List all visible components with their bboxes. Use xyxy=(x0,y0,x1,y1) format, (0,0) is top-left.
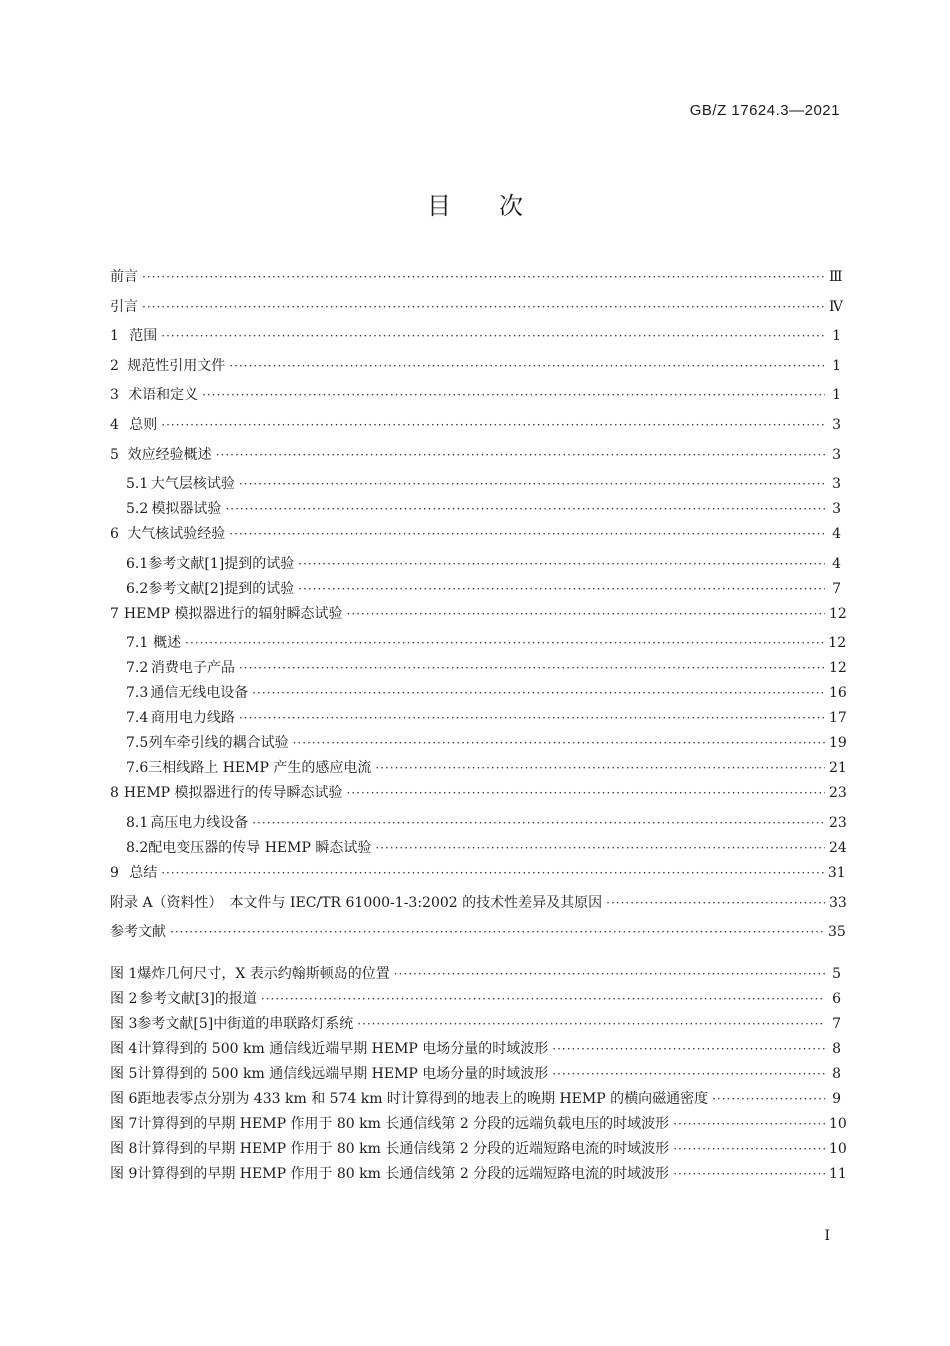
toc-entry-label: 前言 xyxy=(110,269,138,285)
toc-entry-page: 31 xyxy=(827,864,846,881)
toc-entry-page: 16 xyxy=(829,685,847,702)
toc-entry-label: 总则 xyxy=(129,416,158,433)
toc-entry[interactable] xyxy=(110,296,841,326)
toc-entry-label: 引言 xyxy=(110,298,138,315)
toc-leader-dots xyxy=(712,1092,825,1106)
toc-entry-page: 7 xyxy=(832,1015,841,1032)
toc-entry-label: 模拟器试验 xyxy=(151,501,222,518)
table-of-contents xyxy=(110,266,847,1188)
toc-entry-number: 8 xyxy=(110,785,119,802)
toc-entry-number: 6 xyxy=(110,526,119,543)
toc-leader-dots xyxy=(375,841,825,855)
toc-entry-number: 5.1 xyxy=(126,476,149,493)
toc-entry-page: 12 xyxy=(829,605,847,622)
toc-entry-label: 大气层核试验 xyxy=(150,476,235,493)
toc-entry[interactable] xyxy=(110,553,841,578)
toc-entry[interactable] xyxy=(110,603,847,633)
toc-entry[interactable] xyxy=(110,266,841,296)
toc-entry[interactable] xyxy=(110,523,841,553)
toc-entry-page: 7 xyxy=(832,580,841,597)
figure-list-entry[interactable] xyxy=(110,1088,841,1113)
toc-entry[interactable] xyxy=(110,837,847,862)
toc-entry[interactable] xyxy=(110,732,847,757)
toc-entry-number: 8.2 xyxy=(126,839,149,856)
toc-entry-label: HEMP 模拟器进行的传导瞬态试验 xyxy=(123,785,343,802)
toc-leader-dots xyxy=(394,967,825,981)
toc-entry-label: 术语和定义 xyxy=(128,387,199,404)
toc-leader-dots xyxy=(252,816,825,830)
toc-leader-dots xyxy=(375,761,825,775)
toc-entry-page: 11 xyxy=(829,1165,847,1182)
toc-leader-dots xyxy=(239,661,825,675)
toc-leader-dots xyxy=(673,1117,825,1131)
toc-entry-number: 6.1 xyxy=(126,555,149,572)
toc-entry-label: 计算得到的 500 km 通信线远端早期 HEMP 电场分量的时域波形 xyxy=(137,1065,549,1082)
toc-entry-number: 8.1 xyxy=(126,814,149,831)
toc-entry[interactable] xyxy=(110,812,847,837)
toc-entry[interactable] xyxy=(110,632,847,657)
toc-entry-label: 三相线路上 HEMP 产生的感应电流 xyxy=(148,760,372,777)
toc-entry-page: 3 xyxy=(832,501,841,518)
toc-entry-label: 消费电子产品 xyxy=(150,660,235,677)
toc-entry-label: 商用电力线路 xyxy=(150,710,235,727)
toc-entry-number: 图 3 xyxy=(110,1015,138,1032)
toc-entry-number: 4 xyxy=(110,416,119,433)
toc-entry-page: 3 xyxy=(832,416,841,433)
toc-entry-page: 1 xyxy=(832,387,841,404)
toc-entry[interactable] xyxy=(110,682,847,707)
toc-entry[interactable] xyxy=(110,757,847,782)
toc-entry-number: 5.2 xyxy=(126,501,149,518)
toc-entry-label: 概述 xyxy=(153,635,182,652)
toc-entry[interactable] xyxy=(110,384,841,414)
toc-entry-page: 4 xyxy=(832,526,841,543)
toc-leader-dots xyxy=(298,582,825,596)
toc-entry-label: 计算得到的早期 HEMP 作用于 80 km 长通信线第 2 分段的远端短路电流的时域波形 xyxy=(137,1165,670,1182)
toc-entry-page: 23 xyxy=(829,785,847,802)
toc-entry-number: 图 9 xyxy=(110,1165,138,1182)
toc-section-gap xyxy=(110,951,841,963)
toc-entry-label: 计算得到的早期 HEMP 作用于 80 km 长通信线第 2 分段的近端短路电流的时域波形 xyxy=(137,1140,670,1157)
toc-entry-label: 参考文献[3]的报道 xyxy=(138,990,257,1007)
toc-leader-dots xyxy=(161,329,825,343)
toc-entry-label: 效应经验概述 xyxy=(127,446,212,463)
toc-entry[interactable] xyxy=(110,921,846,951)
toc-leader-dots xyxy=(606,896,825,910)
toc-entry-page: 3 xyxy=(832,446,841,463)
toc-entry[interactable] xyxy=(110,444,841,474)
toc-leader-dots xyxy=(225,502,825,516)
toc-leader-dots xyxy=(161,866,824,880)
toc-entry-number: 6.2 xyxy=(126,580,149,597)
toc-entry-page: 10 xyxy=(829,1140,847,1157)
toc-entry-number: 图 8 xyxy=(110,1140,138,1157)
toc-entry[interactable] xyxy=(110,782,847,812)
toc-entry-number: 图 5 xyxy=(110,1065,138,1082)
toc-entry-label: HEMP 模拟器进行的辐射瞬态试验 xyxy=(123,605,343,622)
toc-entry-number: 3 xyxy=(110,387,119,404)
toc-leader-dots xyxy=(229,527,825,541)
toc-entry-number: 7.2 xyxy=(126,660,149,677)
toc-entry[interactable] xyxy=(110,414,841,444)
toc-entry-label: 总结 xyxy=(129,864,158,881)
toc-entry[interactable] xyxy=(110,498,841,523)
toc-entry[interactable] xyxy=(110,862,846,892)
toc-entry-page: 33 xyxy=(829,894,847,911)
toc-entry-number: 9 xyxy=(110,864,119,881)
page-title: 目 次 xyxy=(427,192,523,220)
toc-leader-dots xyxy=(261,992,825,1006)
toc-entry-number: 图 6 xyxy=(110,1090,138,1107)
toc-leader-dots xyxy=(170,925,824,939)
toc-entry-page: 1 xyxy=(832,328,841,345)
toc-entry-label: 计算得到的早期 HEMP 作用于 80 km 长通信线第 2 分段的远端负载电压的时域波形 xyxy=(137,1115,670,1132)
toc-entry[interactable] xyxy=(110,707,847,732)
toc-entry-number: 图 4 xyxy=(110,1040,138,1057)
toc-entry-label: 附录 A（资料性） 本文件与 IEC/TR 61000-1-3:2002 的技术性差异及其原因 xyxy=(110,894,603,911)
header-document-code: GB/Z 17624.3—2021 xyxy=(689,102,840,119)
toc-entry-page: Ⅲ xyxy=(829,269,843,285)
toc-leader-dots xyxy=(293,736,825,750)
figure-list-entry[interactable] xyxy=(110,963,841,988)
toc-entry-page: 21 xyxy=(829,760,847,777)
toc-entry-page: 19 xyxy=(829,735,847,752)
toc-entry-page: 8 xyxy=(832,1065,841,1082)
toc-entry-page: 24 xyxy=(829,839,847,856)
toc-entry-label: 通信无线电设备 xyxy=(150,685,249,702)
toc-entry-label: 规范性引用文件 xyxy=(127,357,226,374)
toc-entry-page: 4 xyxy=(832,555,841,572)
toc-leader-dots xyxy=(229,359,825,373)
toc-entry-number: 图 2 xyxy=(110,990,138,1007)
toc-entry-label: 列车牵引线的耦合试验 xyxy=(148,735,289,752)
toc-entry-page: 9 xyxy=(832,1090,841,1107)
toc-entry-label: 参考文献 xyxy=(110,924,166,941)
toc-entry[interactable] xyxy=(110,355,841,385)
toc-entry[interactable] xyxy=(110,892,847,922)
toc-entry-page: 10 xyxy=(829,1115,847,1132)
toc-leader-dots xyxy=(673,1142,825,1156)
toc-leader-dots xyxy=(347,786,825,800)
toc-entry-label: 参考文献[1]提到的试验 xyxy=(148,555,295,572)
toc-entry-number: 7.3 xyxy=(126,685,149,702)
toc-leader-dots xyxy=(552,1042,825,1056)
toc-entry-page: 3 xyxy=(832,476,841,493)
figure-list-entry[interactable] xyxy=(110,1163,847,1188)
toc-entry-page: 6 xyxy=(832,990,841,1007)
toc-entry-number: 7.6 xyxy=(126,760,149,777)
toc-leader-dots xyxy=(142,270,825,284)
toc-entry-label: 范围 xyxy=(129,328,158,345)
toc-leader-dots xyxy=(202,388,825,402)
toc-entry-label: 参考文献[2]提到的试验 xyxy=(148,580,295,597)
toc-leader-dots xyxy=(357,1017,825,1031)
toc-entry-label: 大气核试验经验 xyxy=(127,526,226,543)
toc-leader-dots xyxy=(239,711,825,725)
page-number: I xyxy=(824,1228,830,1244)
toc-entry-number: 图 7 xyxy=(110,1115,138,1132)
toc-entry-number: 7.5 xyxy=(126,735,149,752)
toc-entry-number: 1 xyxy=(110,328,119,345)
toc-entry-label: 参考文献[5]中街道的串联路灯系统 xyxy=(137,1015,354,1032)
toc-entry-number: 图 1 xyxy=(110,965,138,982)
toc-leader-dots xyxy=(347,607,825,621)
figure-list-entry[interactable] xyxy=(110,1038,841,1063)
toc-leader-dots xyxy=(252,686,825,700)
toc-entry-page: 35 xyxy=(827,924,846,941)
figure-list-entry[interactable] xyxy=(110,1113,847,1138)
toc-leader-dots xyxy=(185,636,824,650)
figure-list-entry[interactable] xyxy=(110,1063,841,1088)
toc-entry-number: 2 xyxy=(110,357,119,374)
toc-entry-page: 12 xyxy=(828,635,847,652)
toc-entry-page: 8 xyxy=(832,1040,841,1057)
toc-leader-dots xyxy=(239,477,825,491)
toc-entry[interactable] xyxy=(110,578,841,603)
figure-list-entry[interactable] xyxy=(110,1138,847,1163)
toc-entry-page: 17 xyxy=(829,710,847,727)
toc-leader-dots xyxy=(142,300,825,314)
toc-leader-dots xyxy=(298,557,825,571)
figure-list-entry[interactable] xyxy=(110,1013,841,1038)
toc-entry-number: 7.1 xyxy=(126,635,149,652)
toc-leader-dots xyxy=(552,1067,825,1081)
toc-entry-number: 7.4 xyxy=(126,710,149,727)
toc-entry[interactable] xyxy=(110,657,847,682)
toc-entry-label: 爆炸几何尺寸，X 表示约翰斯顿岛的位置 xyxy=(137,965,390,982)
figure-list-entry[interactable] xyxy=(110,988,841,1013)
toc-entry-page: 23 xyxy=(829,814,847,831)
toc-entry-label: 计算得到的 500 km 通信线近端早期 HEMP 电场分量的时域波形 xyxy=(137,1040,549,1057)
toc-entry-number: 7 xyxy=(110,605,119,622)
toc-entry-label: 配电变压器的传导 HEMP 瞬态试验 xyxy=(148,839,372,856)
toc-entry-page: 5 xyxy=(832,965,841,982)
toc-leader-dots xyxy=(216,448,825,462)
toc-leader-dots xyxy=(161,418,825,432)
toc-entry-page: Ⅳ xyxy=(829,298,843,315)
toc-entry-page: 12 xyxy=(829,660,847,677)
toc-entry-label: 距地表零点分别为 433 km 和 574 km 时计算得到的地表上的晚期 HEMP 的横向磁通密度 xyxy=(137,1090,709,1107)
toc-entry-page: 1 xyxy=(832,357,841,374)
toc-entry-number: 5 xyxy=(110,446,119,463)
toc-leader-dots xyxy=(673,1167,825,1181)
toc-entry-label: 高压电力线设备 xyxy=(150,814,249,831)
toc-entry[interactable] xyxy=(110,325,841,355)
toc-entry[interactable] xyxy=(110,473,841,498)
